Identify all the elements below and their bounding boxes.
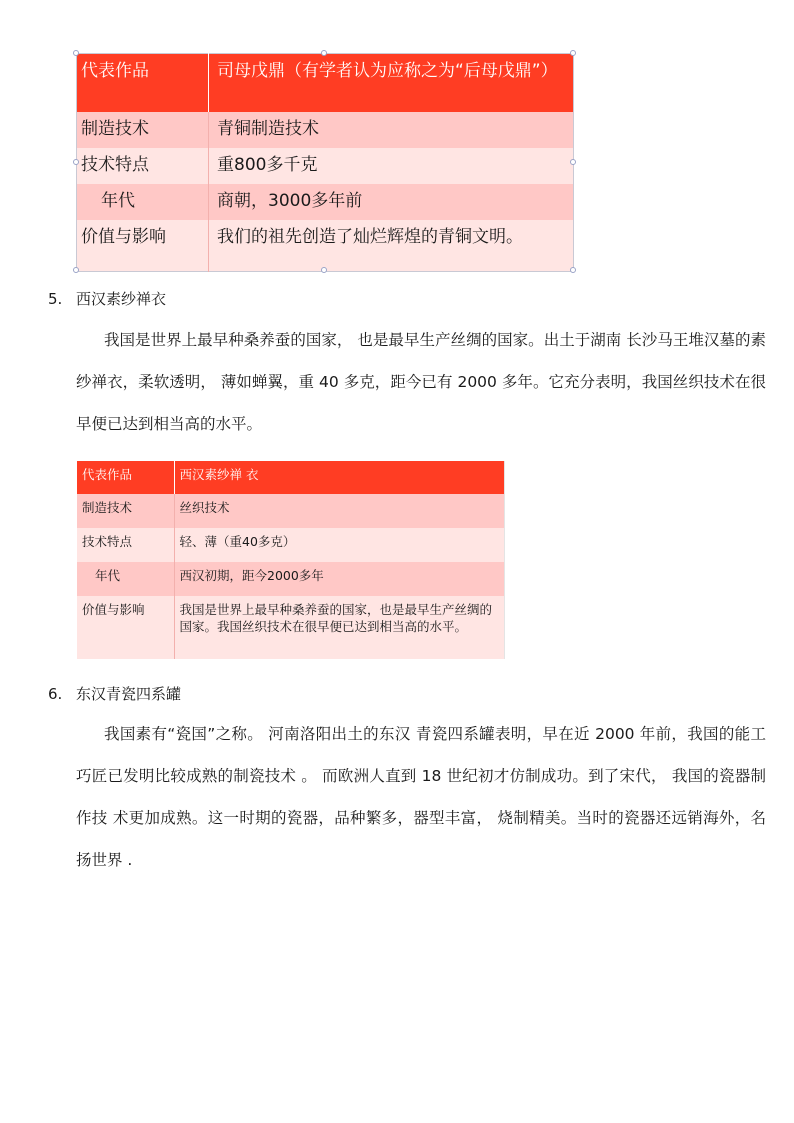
- table-row: [77, 461, 505, 494]
- table-cell-label: 价值与影响: [77, 596, 174, 659]
- table-row: [77, 112, 574, 148]
- table-cell-label: 代表作品: [77, 54, 209, 113]
- artifact-table-silk: [77, 461, 505, 659]
- resize-handle[interactable]: [73, 267, 79, 273]
- section-number: 5.: [48, 290, 63, 308]
- table-cell-label: 技术特点: [77, 528, 174, 562]
- table-row: [77, 220, 574, 272]
- table-cell-label: 年代: [77, 184, 209, 220]
- table-cell-label: 价值与影响: [77, 220, 209, 272]
- table-cell-value: 司母戊鼎（有学者认为应称之为“后母戊鼎”）: [209, 54, 574, 113]
- artifact-table-bronze: [76, 53, 574, 272]
- resize-handle[interactable]: [73, 159, 79, 165]
- table-cell-label: 制造技术: [77, 494, 174, 528]
- section-title: 东汉青瓷四系罐: [76, 685, 182, 703]
- table-cell-label: 制造技术: [77, 112, 209, 148]
- section-title: 西汉素纱禅衣: [76, 290, 167, 308]
- resize-handle[interactable]: [570, 50, 576, 56]
- table-row: [77, 528, 505, 562]
- table-cell-value: 轻、薄（重40多克）: [174, 528, 505, 562]
- table-row: [77, 494, 505, 528]
- table-row: [77, 54, 574, 113]
- section-paragraph: [76, 319, 766, 445]
- table-row: [77, 562, 505, 596]
- table-row: [77, 184, 574, 220]
- table-row: [77, 148, 574, 184]
- table-cell-value: 商朝，3000多年前: [209, 184, 574, 220]
- table-cell-label: 代表作品: [77, 461, 174, 494]
- paragraph-text: 我国是世界上最早种桑养蚕的国家， 也是最早生产丝绸的国家。出土于湖南 长沙马王堆汉墓的素纱禅衣，柔软透明， 薄如蝉翼，重 40 多克，距今已有 2000 多年。它充分表明，我国丝织技术在很 早便已达到相当高的水平。: [76, 331, 766, 433]
- section-paragraph: [76, 713, 766, 881]
- section-number: 6.: [48, 685, 63, 703]
- resize-handle[interactable]: [570, 267, 576, 273]
- resize-handle[interactable]: [321, 50, 327, 56]
- table-cell-label: 年代: [77, 562, 174, 596]
- paragraph-text: 我国素有“瓷国”之称。 河南洛阳出土的东汉 青瓷四系罐表明，早在近 2000 年前，我国的能工 巧匠已发明比较成熟的制瓷技术 。 而欧洲人直到 18 世纪初才仿制成功。到了宋代， 我国的瓷器制作技 术更加成熟。这一时期的瓷器，品种繁多，器型丰富， 烧制精美。当时的瓷器还远销海外，名扬世界 .: [76, 725, 766, 869]
- table-cell-value: 青铜制造技术: [209, 112, 574, 148]
- table-row: [77, 596, 505, 659]
- section-heading: [48, 683, 181, 705]
- table-cell-value: 我国是世界上最早种桑养蚕的国家，也是最早生产丝绸的国家。我国丝织技术在很早便已达到相当高的水平。: [174, 596, 505, 659]
- table-cell-value: 我们的祖先创造了灿烂辉煌的青铜文明。: [209, 220, 574, 272]
- section-heading: [48, 288, 166, 310]
- resize-handle[interactable]: [570, 159, 576, 165]
- table-cell-value: 西汉素纱禅 衣: [174, 461, 505, 494]
- table-cell-value: 西汉初期，距今2000多年: [174, 562, 505, 596]
- resize-handle[interactable]: [73, 50, 79, 56]
- table-cell-value: 丝织技术: [174, 494, 505, 528]
- table-cell-label: 技术特点: [77, 148, 209, 184]
- table-cell-value: 重800多千克: [209, 148, 574, 184]
- resize-handle[interactable]: [321, 267, 327, 273]
